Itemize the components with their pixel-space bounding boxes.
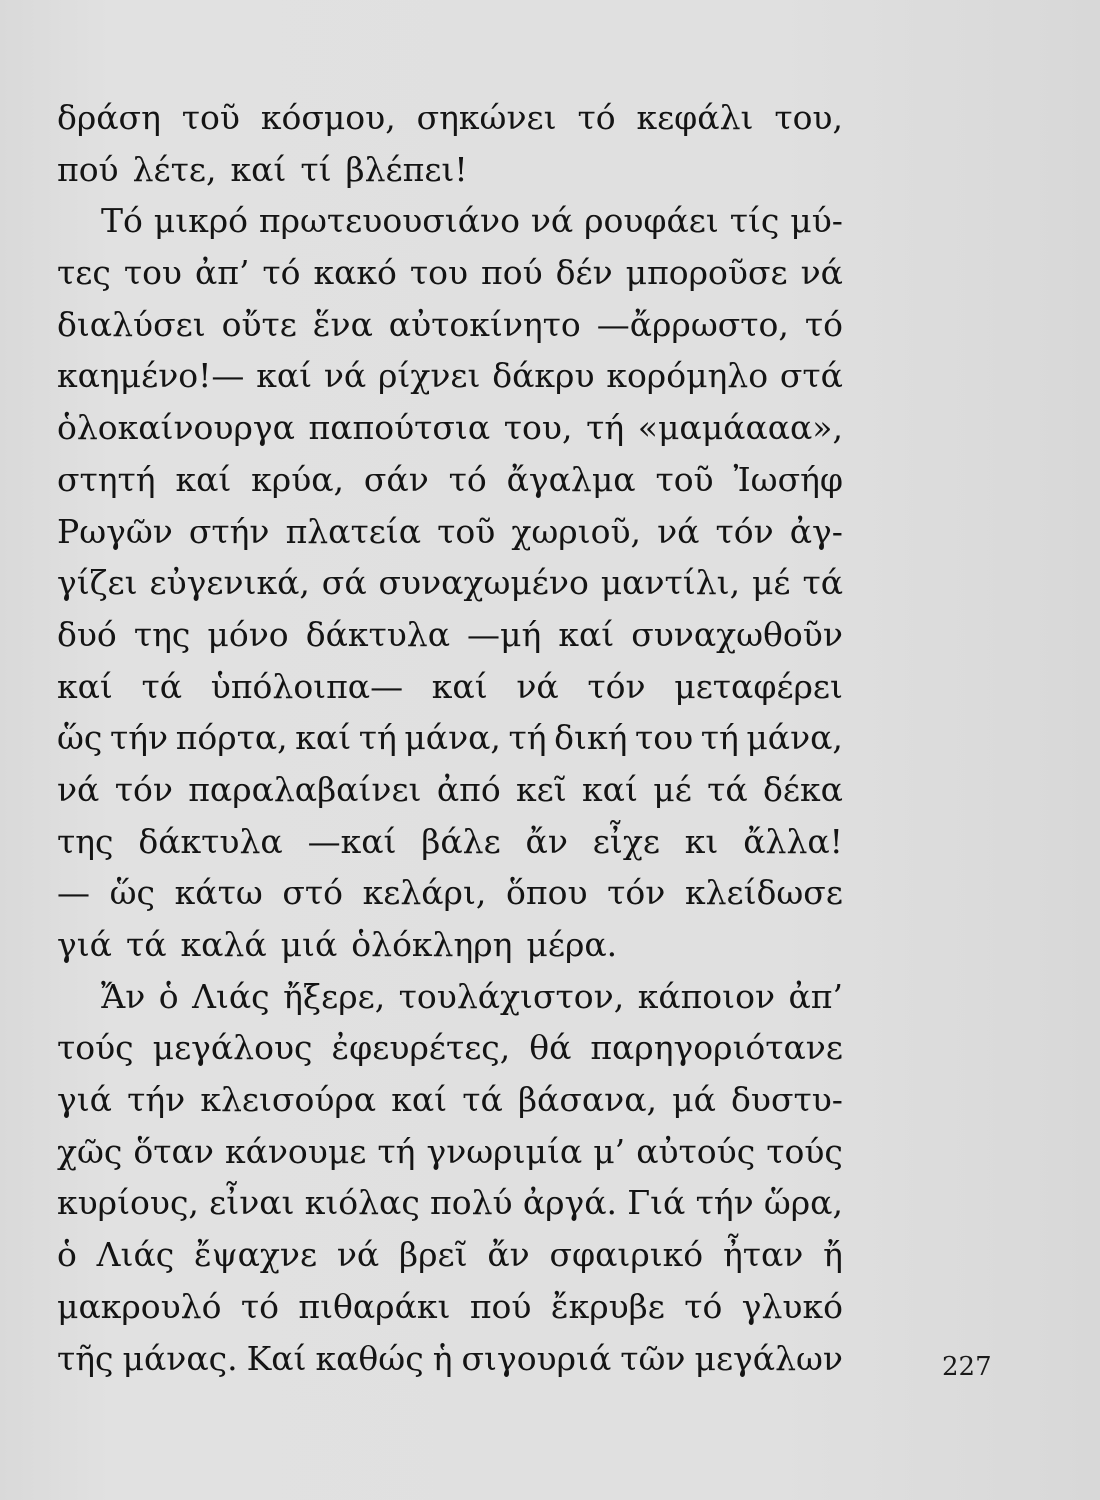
word: «μαμάααα», — [637, 408, 843, 448]
text-line — [57, 764, 843, 816]
word: θά — [529, 1028, 572, 1068]
word: τό — [684, 1286, 723, 1326]
word: καί — [256, 356, 313, 396]
word: τόν — [114, 769, 173, 809]
word: καί — [295, 718, 352, 758]
word: κλεισούρα — [200, 1080, 377, 1120]
word: κυρίους, — [57, 1183, 199, 1223]
word: μεγάλων — [694, 1338, 843, 1378]
word: μεταφέρει — [674, 666, 843, 706]
word: συναχωθοῦν — [631, 614, 843, 654]
word: τόν — [715, 511, 774, 551]
word: μακρουλό — [57, 1286, 222, 1326]
word: ἤ — [823, 1235, 843, 1275]
word: τούς — [766, 1131, 843, 1171]
word: ὁλοκαίνουργα — [57, 408, 295, 448]
text-line — [57, 92, 843, 144]
word: τή — [586, 408, 625, 448]
word: ἄν — [525, 821, 568, 861]
word: δική — [554, 718, 628, 758]
word: του — [634, 718, 694, 758]
word: τό — [448, 459, 487, 499]
word: κάνουμε — [224, 1131, 367, 1171]
word: ὥς — [57, 718, 103, 758]
word: ἀπ’ — [194, 253, 250, 293]
word: κρύα, — [251, 459, 345, 499]
word: Γιά — [627, 1183, 686, 1223]
word: ρίχνει — [378, 356, 481, 396]
word: τόν — [607, 873, 666, 913]
word: πόρτα, — [175, 718, 288, 758]
word: νά — [530, 201, 574, 241]
word: ὁ — [57, 1235, 77, 1275]
text-line — [57, 402, 843, 454]
word: Λιάς — [192, 976, 270, 1016]
word: βρεῖ — [399, 1235, 468, 1275]
word: ἐφευρέτες, — [331, 1028, 511, 1068]
word: τόν — [587, 666, 646, 706]
word: —ἄρρωστο, — [596, 304, 789, 344]
word: τή — [377, 1131, 416, 1171]
word: μποροῦσε — [625, 253, 788, 293]
word: καί — [582, 769, 638, 809]
text-line — [57, 867, 843, 919]
word: συναχωμένο — [378, 563, 589, 603]
word: Ρωγῶν — [57, 511, 173, 551]
word: ὅταν — [133, 1131, 214, 1171]
word: τῶν — [620, 1338, 686, 1378]
word: τουλάχιστον, — [398, 976, 625, 1016]
word: στά — [779, 356, 843, 396]
word: μέ — [751, 563, 791, 603]
word: — — [57, 873, 90, 913]
word: κιόλας — [304, 1183, 420, 1223]
text-line — [57, 1177, 843, 1229]
word: δάκτυλα — [138, 821, 283, 861]
word: τήν — [127, 1080, 186, 1120]
word: τό — [262, 253, 301, 293]
word: γιά — [57, 925, 112, 964]
word: ἄλλα! — [743, 821, 843, 861]
word: Τό — [101, 201, 143, 241]
word: τά — [707, 769, 748, 809]
text-line — [57, 506, 843, 558]
word: χῶς — [57, 1131, 123, 1171]
word: δέκα — [763, 769, 843, 809]
word: κεφάλι — [636, 98, 754, 137]
word: τίς — [729, 201, 780, 241]
page-number: 227 — [942, 1352, 992, 1382]
word: τά — [125, 925, 167, 964]
word: δάκτυλα — [305, 614, 450, 654]
body-text — [57, 92, 843, 1384]
text-line — [57, 247, 843, 299]
word: λέτε, — [132, 149, 217, 189]
word: μιά — [280, 925, 338, 964]
text-line — [57, 1229, 843, 1281]
word: κεῖ — [516, 769, 567, 809]
word: τοῦ — [655, 459, 714, 499]
word: ἀγ- — [789, 511, 843, 551]
word: οὔτε — [221, 304, 297, 344]
word: κορόμηλο — [606, 356, 769, 396]
word: καί — [230, 149, 287, 189]
word: βάλε — [421, 821, 501, 861]
text-line — [57, 557, 843, 609]
word: ἤξερε, — [283, 976, 386, 1016]
word: πού — [57, 149, 119, 189]
word: δάκρυ — [492, 356, 595, 396]
text-line — [57, 299, 843, 351]
word: Καί — [246, 1338, 307, 1378]
word: του, — [774, 98, 843, 137]
text-line — [57, 1126, 843, 1178]
word: Ἄν — [101, 976, 146, 1016]
word: ἔψαχνε — [194, 1235, 318, 1275]
word: στητή — [57, 459, 156, 499]
word: εὐγενικά, — [149, 563, 310, 603]
text-line — [57, 1281, 843, 1333]
word: κακό — [313, 253, 397, 293]
word: εἶχε — [592, 821, 660, 861]
word: ἔκρυβε — [550, 1286, 665, 1326]
paragraph — [57, 195, 843, 970]
word: μαντίλι, — [600, 563, 741, 603]
word: μά — [672, 1080, 716, 1120]
word: σά — [321, 563, 367, 603]
word: κι — [684, 821, 719, 861]
word: σηκώνει — [416, 98, 557, 137]
word: τά — [462, 1080, 503, 1120]
word: νά — [336, 1235, 380, 1275]
word: τῆς — [57, 1338, 114, 1378]
word: ἀπ’ — [788, 976, 843, 1016]
text-line — [57, 609, 843, 661]
word: σιγουριά — [461, 1338, 612, 1378]
word: καί — [175, 459, 232, 499]
word: τό — [240, 1286, 279, 1326]
word: γλυκό — [741, 1286, 843, 1326]
word: στό — [282, 873, 344, 913]
word: τες — [57, 253, 111, 293]
word: πιθαράκι — [298, 1286, 451, 1326]
text-line — [57, 712, 843, 764]
word: τή — [358, 718, 397, 758]
word: γιά — [57, 1080, 112, 1120]
word: κελάρι, — [362, 873, 487, 913]
text-line — [57, 350, 843, 402]
word: μέ — [653, 769, 692, 809]
word: νά — [657, 511, 700, 551]
word: αὐτούς — [636, 1131, 756, 1171]
text-line — [57, 195, 843, 247]
word: νά — [57, 769, 100, 809]
word: σφαιρικό — [549, 1235, 704, 1275]
word: ὥρα, — [763, 1183, 843, 1223]
text-line — [57, 816, 843, 868]
word: τό — [577, 98, 616, 137]
word: κλείδωσε — [684, 873, 843, 913]
word: γίζει — [57, 563, 138, 603]
word: τί — [300, 149, 332, 189]
word: ἄν — [487, 1235, 530, 1275]
text-line — [57, 1333, 843, 1385]
word: εἶναι — [209, 1183, 295, 1223]
word: Λιάς — [96, 1235, 175, 1275]
word: ἀπό — [436, 769, 501, 809]
word: πλατεία — [285, 511, 422, 551]
word: μέρα. — [526, 925, 618, 964]
word: τοῦ — [181, 98, 240, 137]
word: κόσμου, — [260, 98, 396, 137]
word: τή — [508, 718, 547, 758]
word: βάσανα, — [517, 1080, 657, 1120]
word: δυστυ- — [731, 1080, 843, 1120]
text-line — [57, 1074, 843, 1126]
word: ὑπόλοιπα— — [210, 666, 404, 706]
word: διαλύσει — [57, 304, 206, 344]
word: μύ- — [790, 201, 843, 241]
word: καλά — [180, 925, 267, 964]
word: της — [133, 614, 191, 654]
word: πού — [469, 1286, 532, 1326]
word: δράση — [57, 98, 161, 137]
word: καί — [391, 1080, 448, 1120]
word: τοῦ — [437, 511, 496, 551]
word: ἕνα — [312, 304, 373, 344]
word: μεγάλους — [152, 1028, 313, 1068]
word: του, — [503, 408, 573, 448]
word: μάνα, — [404, 718, 501, 758]
word: μάνας. — [122, 1338, 238, 1378]
word: μικρό — [153, 201, 249, 241]
word: Ἰωσήφ — [733, 459, 843, 499]
word: μόνο — [207, 614, 289, 654]
word: δέν — [555, 253, 613, 293]
word: γνωριμία — [426, 1131, 583, 1171]
word: βλέπει! — [345, 149, 468, 189]
word: παραλαβαίνει — [188, 769, 422, 809]
word: αὐτοκίνητο — [388, 304, 581, 344]
paragraph — [57, 92, 843, 195]
word: ἡ — [432, 1338, 453, 1378]
word: χωριοῦ, — [511, 511, 642, 551]
word: τήν — [110, 718, 169, 758]
word: μάνα, — [746, 718, 843, 758]
word: ἄγαλμα — [506, 459, 636, 499]
word: ὁλόκληρη — [351, 925, 513, 964]
word: ρουφάει — [584, 201, 719, 241]
word: νά — [800, 253, 843, 293]
word: τό — [804, 304, 843, 344]
word: —μή — [467, 614, 542, 654]
word: καί — [431, 666, 488, 706]
word: δυό — [57, 614, 117, 654]
word: —καί — [307, 821, 397, 861]
text-line — [57, 144, 843, 196]
paragraph — [57, 971, 843, 1385]
word: ὅπου — [506, 873, 588, 913]
text-line — [57, 971, 843, 1023]
word: παρηγοριότανε — [590, 1028, 843, 1068]
word: τά — [802, 563, 843, 603]
word: ἦταν — [722, 1235, 804, 1275]
word: τήν — [695, 1183, 754, 1223]
word: καημένο!— — [57, 356, 245, 396]
word: καθώς — [315, 1338, 424, 1378]
word: πρωτευουσιάνο — [258, 201, 520, 241]
text-line — [57, 919, 843, 971]
word: παπούτσια — [308, 408, 491, 448]
word: τή — [700, 718, 739, 758]
text-line — [57, 1022, 843, 1074]
word: στήν — [188, 511, 270, 551]
word: κάτω — [174, 873, 263, 913]
word: του — [409, 253, 469, 293]
word: καί — [57, 666, 113, 706]
word: νά — [323, 356, 367, 396]
word: πολύ — [430, 1183, 513, 1223]
word: ὁ — [158, 976, 179, 1016]
word: σάν — [363, 459, 429, 499]
word: τούς — [57, 1028, 134, 1068]
word: της — [57, 821, 114, 861]
word: του — [123, 253, 182, 293]
word: ἀργά. — [522, 1183, 617, 1223]
word: νά — [516, 666, 559, 706]
word: πού — [481, 253, 543, 293]
word: ὥς — [109, 873, 156, 913]
word: τά — [141, 666, 183, 706]
word: καί — [558, 614, 615, 654]
text-line — [57, 661, 843, 713]
word: κάποιον — [637, 976, 776, 1016]
word: μ’ — [593, 1131, 626, 1171]
text-line — [57, 454, 843, 506]
